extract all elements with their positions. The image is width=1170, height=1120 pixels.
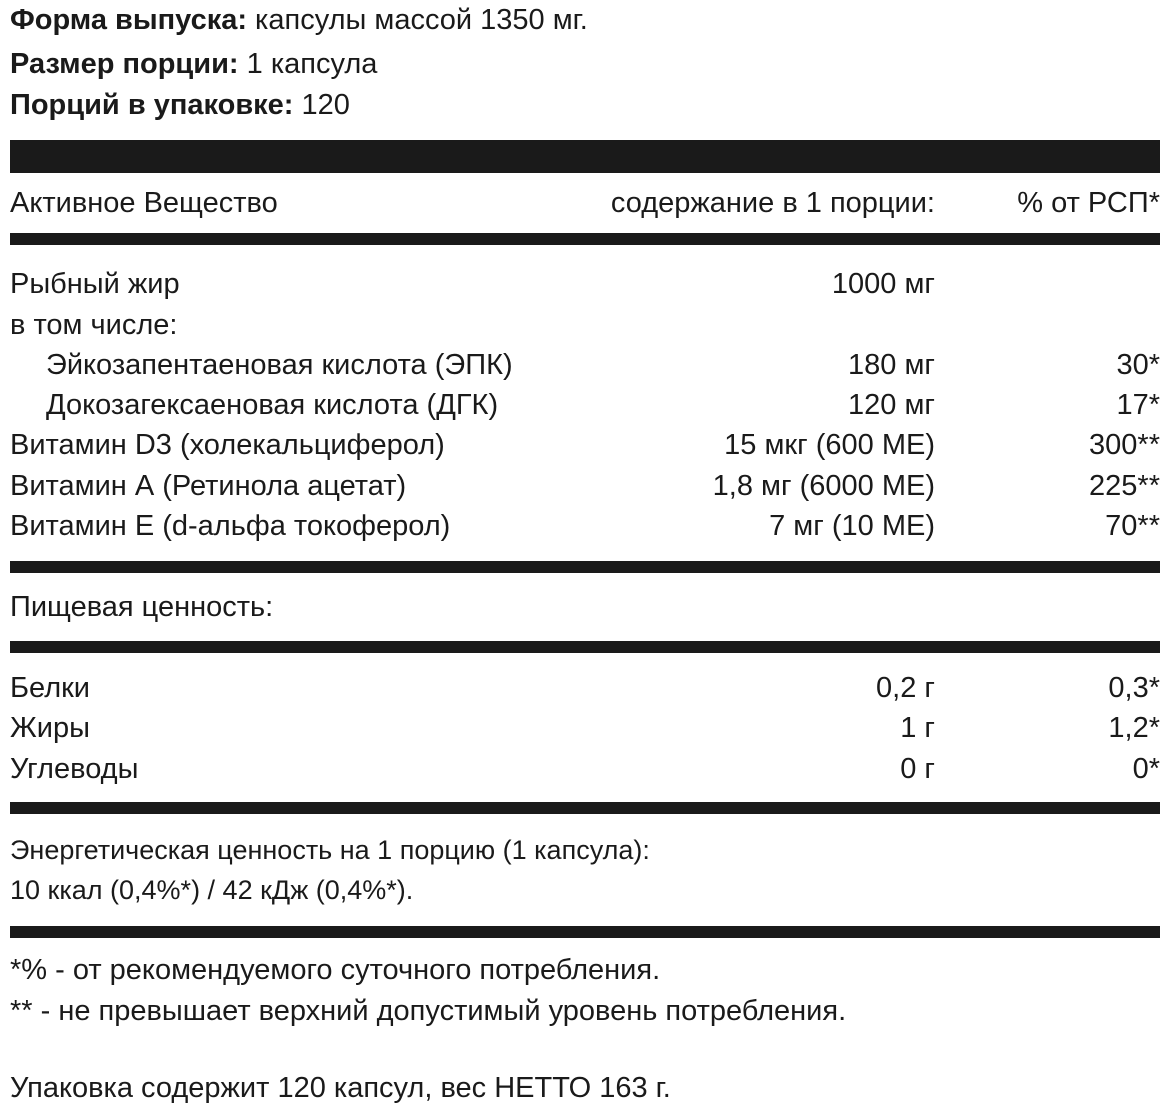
col-rsp-header: % от РСП* <box>1017 187 1160 219</box>
energy-line-2: 10 ккал (0,4%*) / 42 кДж (0,4%*). <box>10 875 414 905</box>
table-row <box>10 264 1160 304</box>
ingredient-rsp: 300** <box>1089 429 1160 461</box>
divider <box>10 926 1160 938</box>
nutrient-amount: 0 г <box>900 753 935 785</box>
ingredient-name: Витамин А (Ретинола ацетат) <box>10 470 407 502</box>
table-row <box>10 708 1160 748</box>
ingredient-amount: 15 мкг (600 МЕ) <box>724 429 935 461</box>
divider <box>10 802 1160 814</box>
ingredient-amount: 120 мг <box>848 389 935 421</box>
table-row <box>10 385 1160 425</box>
ingredient-amount: 7 мг (10 МЕ) <box>769 510 935 542</box>
footnote-1: *% - от рекомендуемого суточного потребления. <box>10 954 661 986</box>
nutrient-name: Жиры <box>10 712 90 744</box>
form-label: Форма выпуска: <box>10 4 247 36</box>
nutrient-name: Белки <box>10 672 91 704</box>
serving-size-value: 1 капсула <box>238 48 378 80</box>
table-row <box>10 668 1160 708</box>
ingredient-rsp: 17* <box>1116 389 1160 421</box>
ingredient-name: Рыбный жир <box>10 268 180 300</box>
serving-size-label: Размер порции: <box>10 48 239 80</box>
table-row <box>10 506 1160 546</box>
ingredient-rsp: 70** <box>1105 510 1160 542</box>
including-label: в том числе: <box>10 309 178 341</box>
divider <box>10 233 1160 245</box>
form-value: капсулы массой 1350 мг. <box>247 4 588 36</box>
divider-thick <box>10 140 1160 173</box>
ingredient-rsp: 225** <box>1089 470 1160 502</box>
divider <box>10 561 1160 573</box>
table-row <box>10 305 1160 345</box>
ingredient-amount: 180 мг <box>848 349 935 381</box>
servings-per-pack-label: Порций в упаковке: <box>10 89 294 121</box>
ingredient-name: Докозагексаеновая кислота (ДГК) <box>46 389 499 421</box>
servings-per-pack-line <box>10 87 350 123</box>
table-row <box>10 749 1160 789</box>
ingredient-name: Витамин D3 (холекальциферол) <box>10 429 445 461</box>
package-info: Упаковка содержит 120 капсул, вес НЕТТО 163 г. <box>10 1072 671 1104</box>
table-row <box>10 345 1160 385</box>
nutrient-rsp: 0,3* <box>1108 672 1160 704</box>
energy-line-1: Энергетическая ценность на 1 порцию (1 капсула): <box>10 835 650 865</box>
nutrition-title-row <box>10 587 1160 627</box>
divider <box>10 641 1160 653</box>
nutrient-rsp: 1,2* <box>1108 712 1160 744</box>
nutrient-rsp: 0* <box>1132 753 1160 785</box>
table-row <box>10 466 1160 506</box>
servings-per-pack-value: 120 <box>293 89 350 121</box>
col-name-header: Активное Вещество <box>10 187 278 219</box>
ingredient-amount: 1,8 мг (6000 МЕ) <box>712 470 935 502</box>
ingredient-name: Эйкозапентаеновая кислота (ЭПК) <box>46 349 513 381</box>
footnote-2: ** - не превышает верхний допустимый уровень потребления. <box>10 995 847 1027</box>
table-row <box>10 425 1160 465</box>
ingredient-name: Витамин Е (d-альфа токоферол) <box>10 510 451 542</box>
form-line <box>10 2 588 38</box>
col-amount-header: содержание в 1 порции: <box>610 187 935 219</box>
table-header <box>10 183 1160 223</box>
nutrient-amount: 0,2 г <box>876 672 935 704</box>
serving-size-line <box>10 46 377 82</box>
ingredient-rsp: 30* <box>1116 349 1160 381</box>
ingredient-amount: 1000 мг <box>831 268 935 300</box>
nutrient-name: Углеводы <box>10 753 139 785</box>
nutrient-amount: 1 г <box>900 712 935 744</box>
nutrition-title: Пищевая ценность: <box>10 591 274 623</box>
